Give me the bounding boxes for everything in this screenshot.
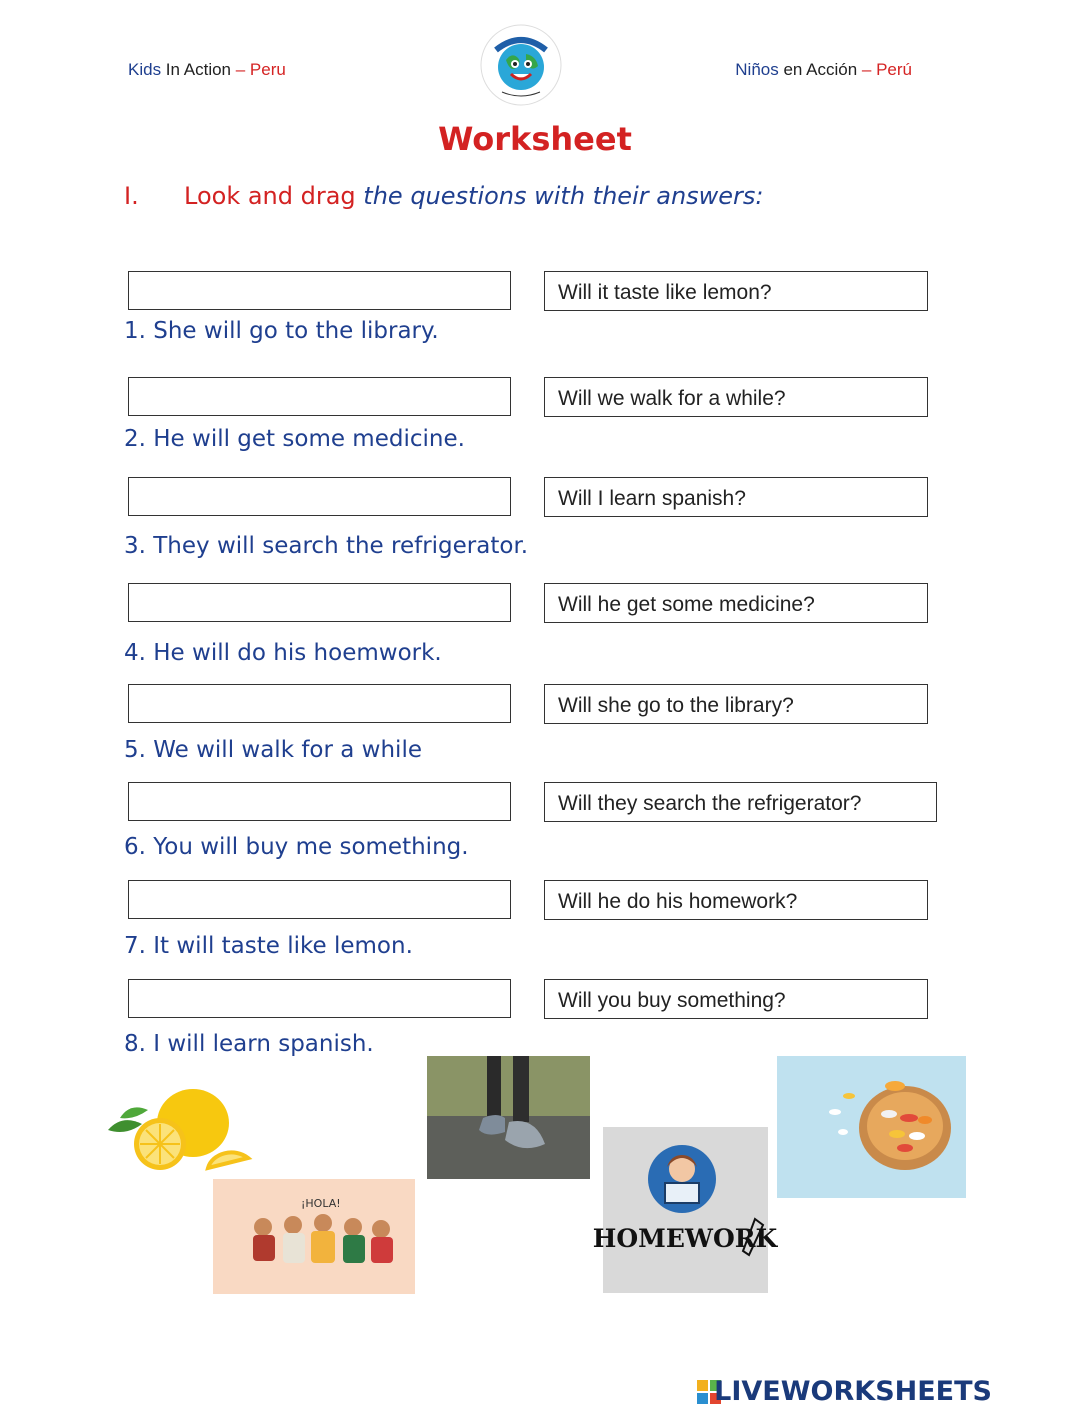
statement: 1. She will go to the library. [124,318,439,344]
walking-image[interactable] [427,1056,590,1179]
drop-box[interactable] [128,782,511,821]
drop-box[interactable] [128,271,511,310]
drop-box[interactable] [128,583,511,622]
lemon-image[interactable] [98,1078,250,1178]
kids-in-action-logo [478,22,564,108]
statement: 5. We will walk for a while [124,737,422,763]
statement: 2. He will get some medicine. [124,426,465,452]
drop-box[interactable] [128,880,511,919]
drop-box[interactable] [128,477,511,516]
drop-box[interactable] [128,377,511,416]
liveworksheets-footer: LIVEWORKSHEETS [714,1376,992,1407]
answer-card[interactable]: Will he do his homework? [544,880,928,920]
header-left: Kids In Action – Peru [128,60,286,79]
instruction: I. Look and drag the questions with their answers: [124,182,764,210]
answer-card[interactable]: Will it taste like lemon? [544,271,928,311]
page-title: Worksheet [438,120,632,158]
statement: 8. I will learn spanish. [124,1031,374,1057]
header-right: Niños en Acción – Perú [735,60,912,79]
drop-box[interactable] [128,979,511,1018]
drop-box[interactable] [128,684,511,723]
hola-label: ¡HOLA! [301,1197,341,1210]
answer-card[interactable]: Will he get some medicine? [544,583,928,623]
answer-card[interactable]: Will I learn spanish? [544,477,928,517]
statement: 4. He will do his hoemwork. [124,640,442,666]
statement: 3. They will search the refrigerator. [124,533,529,559]
statement: 6. You will buy me something. [124,834,469,860]
answer-card[interactable]: Will they search the refrigerator? [544,782,937,822]
answer-card[interactable]: Will you buy something? [544,979,928,1019]
medicine-image[interactable] [777,1056,966,1198]
homework-label: HOMEWORK [592,1224,778,1253]
statement: 7. It will taste like lemon. [124,933,413,959]
homework-image[interactable] [592,1127,778,1293]
hola-image[interactable] [213,1179,415,1294]
answer-card[interactable]: Will we walk for a while? [544,377,928,417]
answer-card[interactable]: Will she go to the library? [544,684,928,724]
